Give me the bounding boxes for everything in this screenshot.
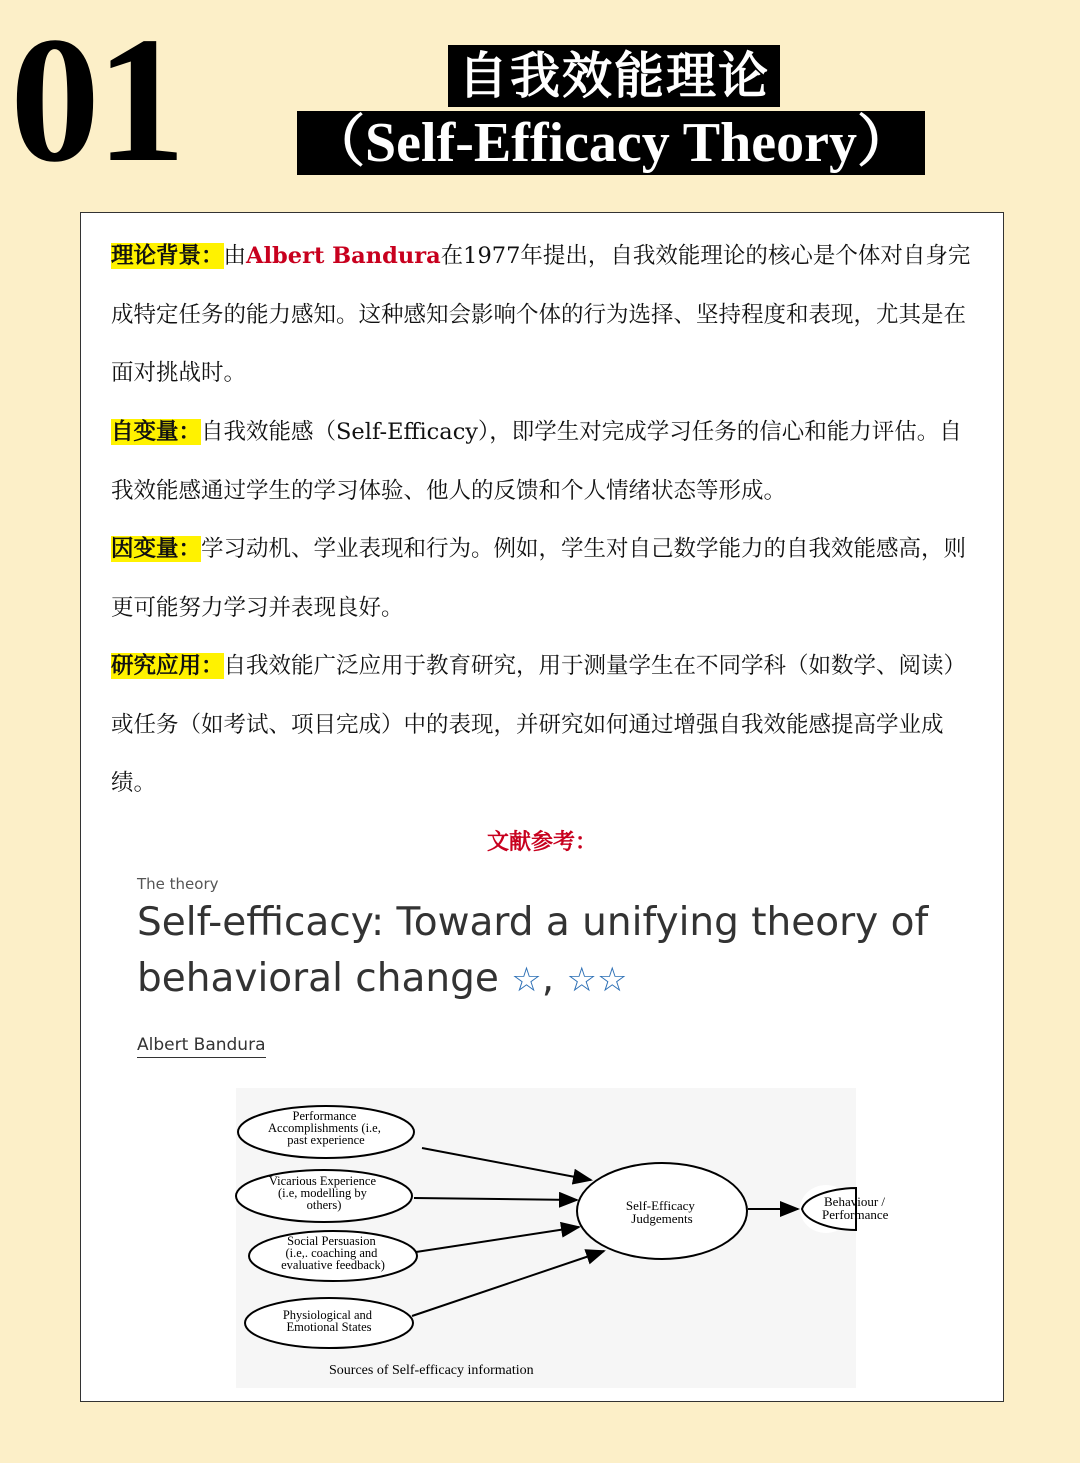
paper-section-label: The theory	[137, 875, 219, 893]
label-research-application: 研究应用：	[111, 653, 224, 679]
page-title-english: （Self-Efficacy Theory）	[297, 111, 925, 175]
paragraph-background	[111, 227, 971, 403]
paragraph-independent-variable	[111, 403, 971, 520]
self-efficacy-diagram	[236, 1088, 889, 1388]
author-name-highlight: Albert Bandura	[246, 243, 441, 269]
outcome-node-label: Behaviour / Performance	[822, 1194, 889, 1222]
content-card	[80, 212, 1004, 1402]
source-node-performance-label: Performance Accomplishments (i.e, past experience	[268, 1109, 381, 1147]
paragraph-dependent-variable	[111, 520, 971, 637]
page-title-chinese: 自我效能理论	[448, 45, 780, 107]
center-node-self-efficacy-label: Self-Efficacy Judgements	[625, 1198, 695, 1226]
section-number: 01	[10, 0, 182, 199]
source-node-physiological-label: Physiological and Emotional States	[282, 1308, 373, 1334]
background-prefix: 由	[223, 243, 247, 269]
diagram-caption: Sources of Self-efficacy information	[329, 1363, 534, 1378]
star-separator: ,	[541, 956, 555, 1001]
research-application-text: 自我效能广泛应用于教育研究，用于测量学生在不同学科（如数学、阅读）或任务（如考试、项目完成）中的表现，并研究如何通过增强自我效能感提高学业成绩。	[111, 653, 967, 796]
independent-variable-text: 自我效能感（Self-Efficacy），即学生对完成学习任务的信心和能力评估。自我效能感通过学生的学习体验、他人的反馈和个人情绪状态等形成。	[111, 419, 962, 504]
references-heading: 文献参考：	[486, 829, 597, 855]
label-background: 理论背景：	[111, 243, 224, 269]
paper-author-link[interactable]: Albert Bandura	[137, 1035, 266, 1058]
label-independent-variable: 自变量：	[111, 419, 202, 445]
source-node-vicarious-label: Vicarious Experience (i.e, modelling by others)	[268, 1174, 377, 1212]
dependent-variable-text: 学习动机、学业表现和行为。例如，学生对自己数学能力的自我效能感高，则更可能努力学习并表现良好。	[111, 536, 967, 621]
label-dependent-variable: 因变量：	[111, 536, 202, 562]
paragraph-research-application	[111, 637, 971, 813]
background-text: 在1977年提出，自我效能理论的核心是个体对自身完成特定任务的能力感知。这种感知会影响个体的行为选择、坚持程度和表现，尤其是在面对挑战时。	[111, 243, 971, 386]
star-icon[interactable]: ☆	[511, 960, 542, 1000]
paper-title-text: Self-efficacy: Toward a unifying theory of behavioral change	[137, 900, 929, 1001]
star-icon-pair[interactable]: ☆☆	[566, 960, 628, 1000]
source-node-social-persuasion-label: Social Persuasion (i.e,. coaching and evaluative feedback)	[281, 1234, 385, 1272]
paper-title	[137, 895, 977, 1008]
